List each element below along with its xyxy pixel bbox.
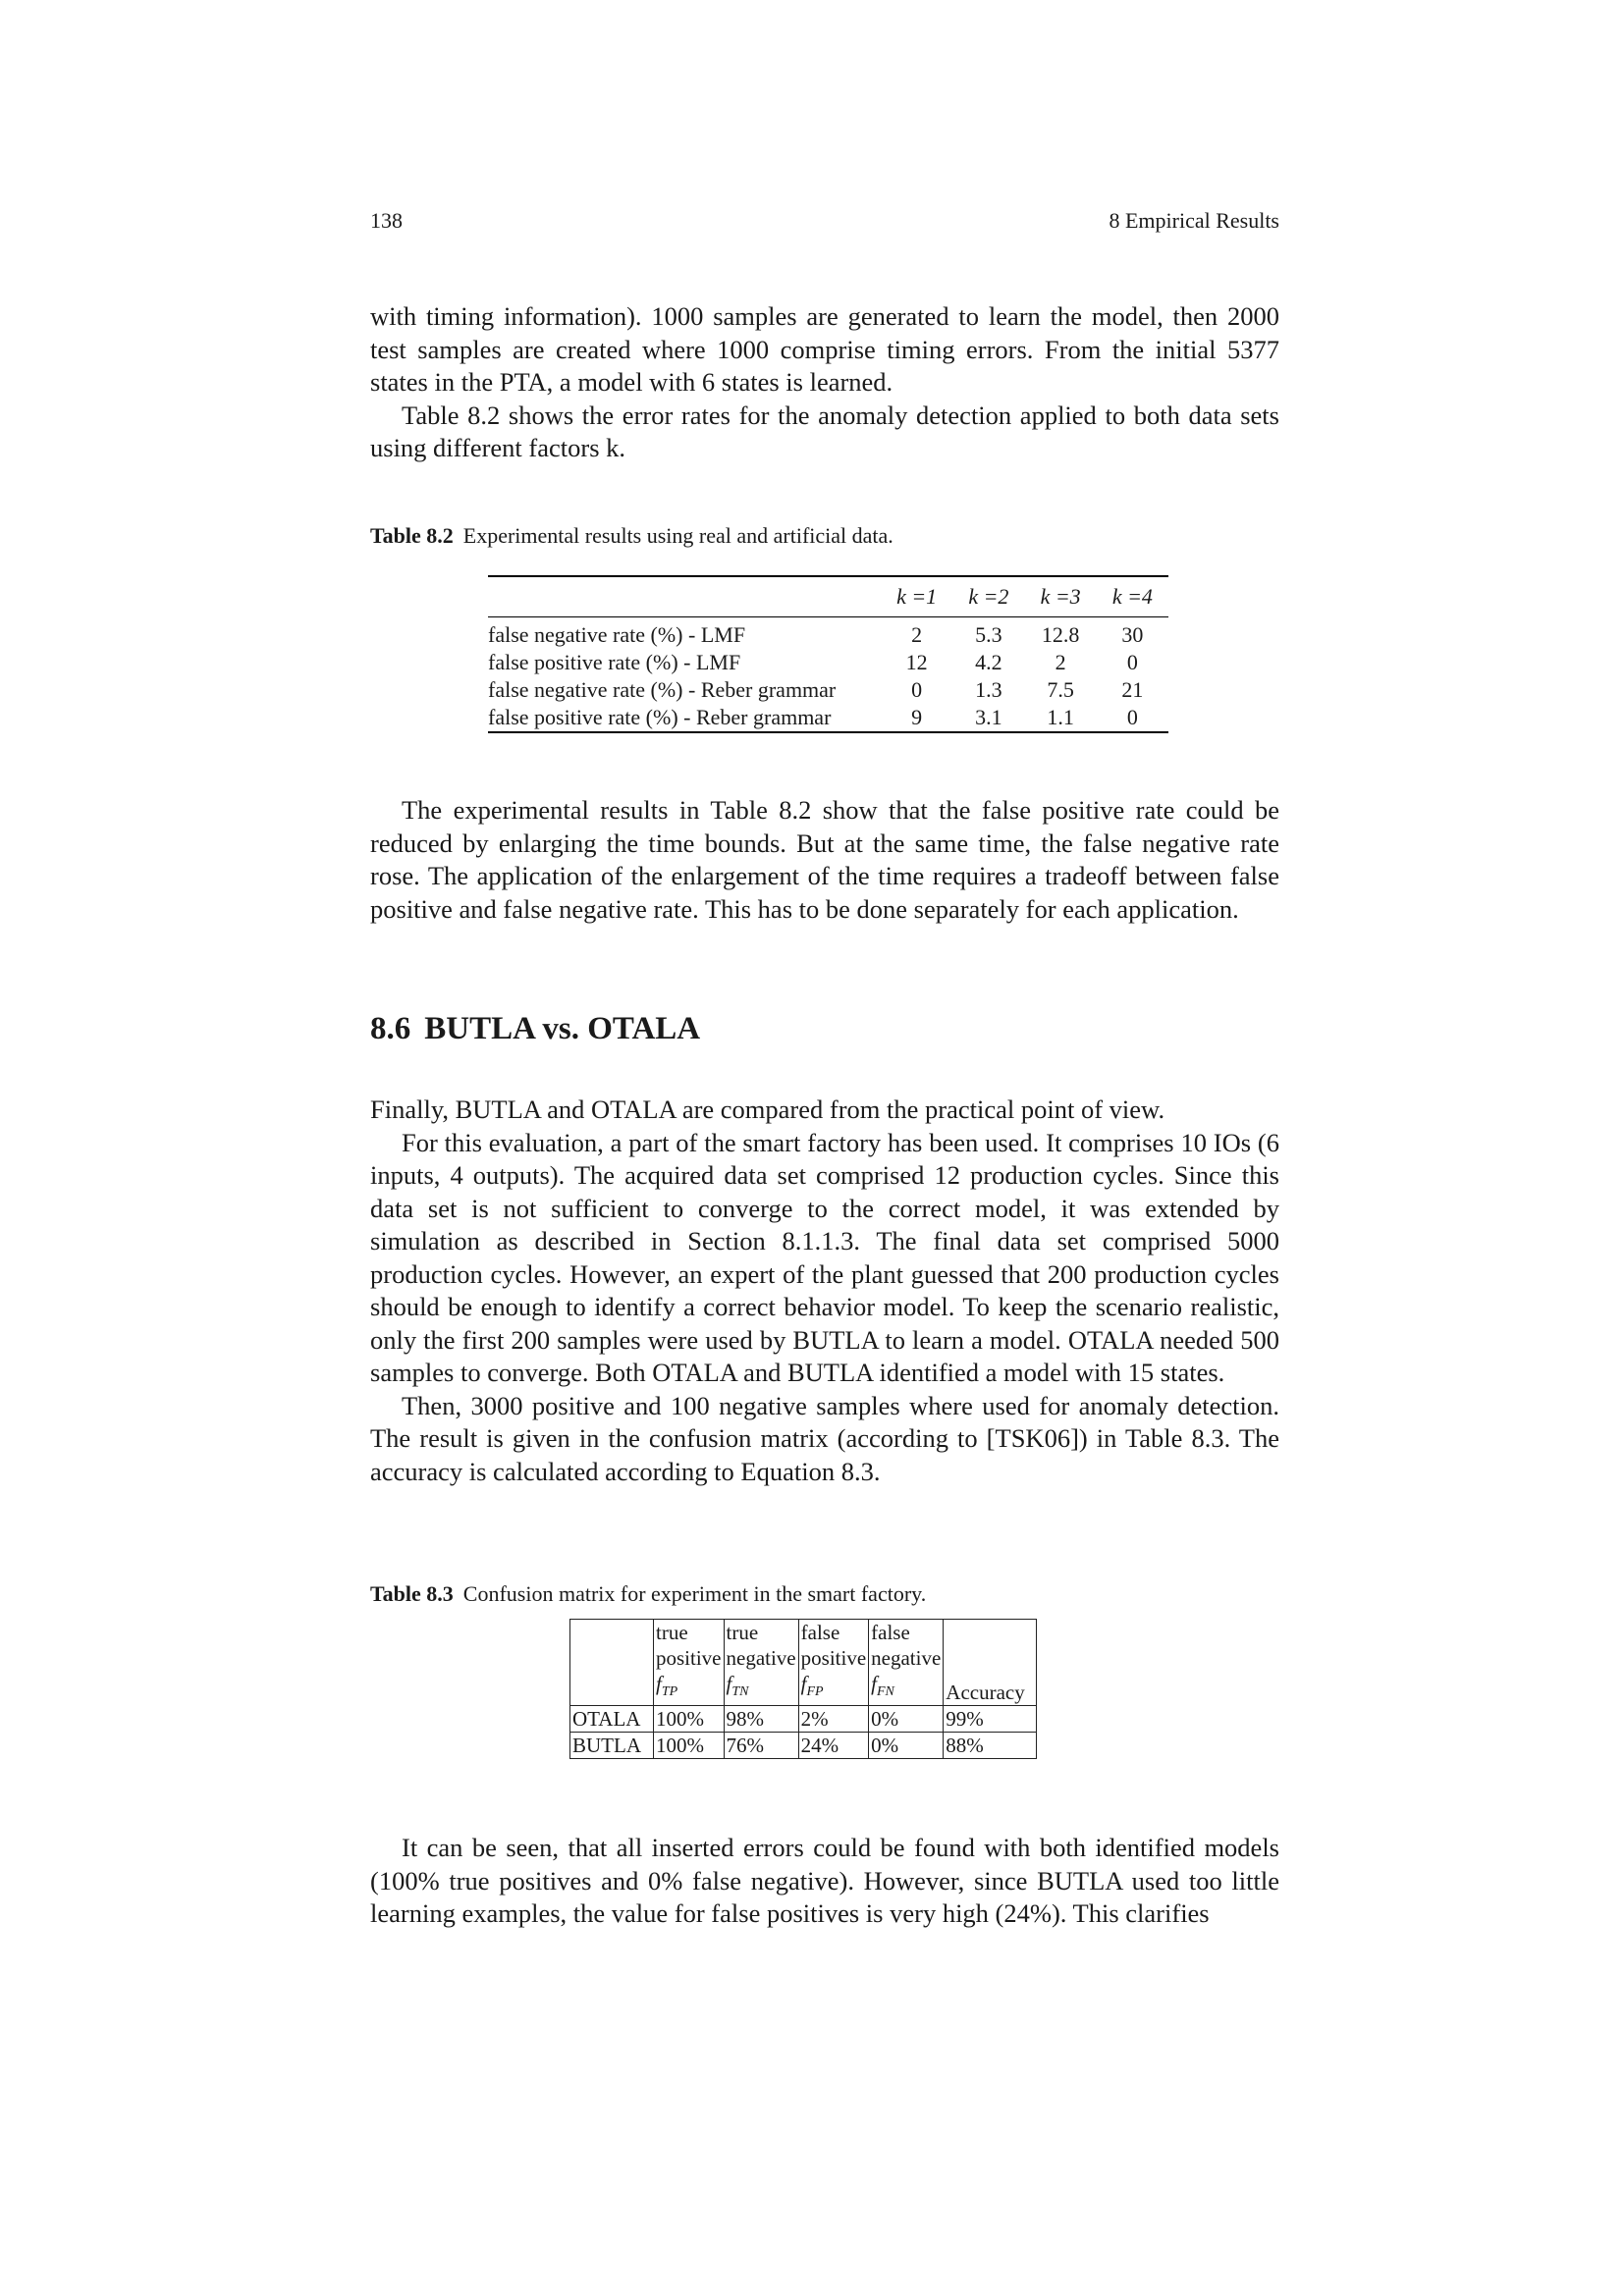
header-line: false bbox=[800, 1621, 840, 1644]
table-cell: 24% bbox=[798, 1733, 869, 1759]
results-table bbox=[488, 575, 1168, 733]
symbol: $f_{TN}$ bbox=[726, 1672, 749, 1700]
table-cell: 0 bbox=[911, 677, 923, 702]
table-cell: 0% bbox=[869, 1706, 944, 1733]
table-cell: 100% bbox=[654, 1733, 725, 1759]
paragraph-results bbox=[370, 794, 1279, 926]
table-cell: 98% bbox=[724, 1706, 798, 1733]
table-cell: 1.1 bbox=[1047, 705, 1074, 729]
table-cell: 0% bbox=[869, 1733, 944, 1759]
table-row bbox=[488, 676, 1168, 704]
table-cell: 7.5 bbox=[1047, 677, 1074, 702]
header-line: false bbox=[871, 1621, 910, 1644]
page-header bbox=[370, 208, 1279, 240]
table-row bbox=[488, 617, 1168, 650]
table-cell: 5.3 bbox=[975, 622, 1002, 647]
table-label: Table 8.2 bbox=[370, 523, 454, 548]
table-row bbox=[488, 649, 1168, 676]
table-cell: 0 bbox=[1126, 705, 1138, 729]
section-title: BUTLA vs. OTALA bbox=[424, 1011, 701, 1046]
table-row bbox=[570, 1733, 1037, 1759]
table-corner bbox=[488, 577, 881, 617]
header-line: positive bbox=[800, 1646, 867, 1670]
table-row bbox=[570, 1706, 1037, 1733]
column-header bbox=[654, 1620, 725, 1706]
running-head: 8 Empirical Results bbox=[1109, 208, 1279, 233]
table-cell: 0 bbox=[1126, 650, 1138, 674]
table-cell: 100% bbox=[654, 1706, 725, 1733]
header-line: true bbox=[656, 1621, 688, 1644]
table-header-row bbox=[570, 1620, 1037, 1706]
column-header bbox=[869, 1620, 944, 1706]
caption-text: Confusion matrix for experiment in the smart factory. bbox=[462, 1581, 927, 1606]
table-cell: 2% bbox=[798, 1706, 869, 1733]
paragraph-intro bbox=[370, 300, 1279, 465]
paragraph-text: The experimental results in Table 8.2 show that the false positive rate could be reduced by enlarging the time bounds. But at the same time, the false negative rate rose. The application of the enlargement of the time requires a tradeoff between false positive and false negative rate. This has to be done separately for each application. bbox=[370, 795, 1279, 924]
table-cell: 2 bbox=[911, 622, 923, 647]
header-line: negative bbox=[726, 1646, 796, 1670]
paragraph-conclusion bbox=[370, 1832, 1279, 1931]
header-line: positive bbox=[656, 1646, 722, 1670]
column-header: k =2 bbox=[952, 577, 1024, 617]
section-number: 8.6 bbox=[370, 1011, 411, 1046]
table-cell: 21 bbox=[1121, 677, 1144, 702]
header-line: true bbox=[726, 1621, 759, 1644]
paragraph-text: It can be seen, that all inserted errors could be found with both identified models (100% true positives and 0% false negative). However, since BUTLA used too little learning examples, the value for false positives is very high (24%). This clarifies bbox=[370, 1833, 1279, 1928]
column-header bbox=[798, 1620, 869, 1706]
row-label: false negative rate (%) - Reber grammar bbox=[488, 677, 837, 702]
table-cell: 2 bbox=[1055, 650, 1066, 674]
table-cell: 76% bbox=[724, 1733, 798, 1759]
paragraph-text: For this evaluation, a part of the smart factory has been used. It comprises 10 IOs (6 inputs, 4 outputs). The acquired data set comprised 12 production cycles. Since this data set is not sufficient to converge to the correct model, it was extended by simulation as described in Section 8.1.1.3. The final data set comprised 5000 production cycles. However, an expert of the plant guessed that 200 production cycles should be enough to identify a correct behavior model. To keep the scenario realistic, only the first 200 samples were used by BUTLA to learn a model. OTALA needed 500 samples to converge. Both OTALA and BUTLA identified a model with 15 states. bbox=[370, 1127, 1279, 1387]
table-cell: 88% bbox=[944, 1733, 1037, 1759]
column-header: k =1 bbox=[881, 577, 952, 617]
section-heading bbox=[370, 1011, 714, 1047]
table-cell: 3.1 bbox=[975, 705, 1002, 729]
table-caption bbox=[370, 1581, 926, 1607]
symbol: $f_{FP}$ bbox=[800, 1672, 824, 1700]
accuracy-header: Accuracy bbox=[944, 1620, 1037, 1706]
table-cell: 99% bbox=[944, 1706, 1037, 1733]
row-label: false positive rate (%) - LMF bbox=[488, 650, 741, 674]
column-header: k =4 bbox=[1097, 577, 1168, 617]
row-label: false positive rate (%) - Reber grammar bbox=[488, 705, 832, 729]
table-cell: 4.2 bbox=[975, 650, 1002, 674]
page-number: 138 bbox=[370, 208, 403, 233]
symbol: $f_{TP}$ bbox=[656, 1672, 678, 1700]
column-header: k =3 bbox=[1025, 577, 1097, 617]
table-corner bbox=[570, 1620, 654, 1706]
symbol: $f_{FN}$ bbox=[871, 1672, 894, 1700]
table-label: Table 8.3 bbox=[370, 1581, 454, 1606]
table-caption bbox=[370, 523, 893, 549]
table-cell: 1.3 bbox=[975, 677, 1002, 702]
row-label: false negative rate (%) - LMF bbox=[488, 622, 746, 647]
paragraph-text: Then, 3000 positive and 100 negative samples where used for anomaly detection. The result is given in the confusion matrix (according to [TSK06]) in Table 8.3. The accuracy is calculated according to Equation 8.3. bbox=[370, 1390, 1279, 1486]
confusion-matrix-table bbox=[569, 1619, 1037, 1759]
table-cell: 9 bbox=[911, 705, 923, 729]
table-cell: 30 bbox=[1121, 622, 1144, 647]
paragraph-text: Table 8.2 shows the error rates for the anomaly detection applied to both data sets using different factors k. bbox=[370, 400, 1279, 462]
header-line: negative bbox=[871, 1646, 942, 1670]
paragraph-text: with timing information). 1000 samples are generated to learn the model, then 2000 test samples are created where 1000 comprise timing errors. From the initial 5377 states in the PTA, a model with 6 states is learned. bbox=[370, 301, 1279, 397]
table-cell: 12 bbox=[905, 650, 928, 674]
paragraph-comparison bbox=[370, 1094, 1279, 1488]
table-cell: 12.8 bbox=[1041, 622, 1080, 647]
caption-text: Experimental results using real and artificial data. bbox=[462, 523, 893, 548]
table-row bbox=[488, 704, 1168, 731]
paragraph-text: Finally, BUTLA and OTALA are compared from the practical point of view. bbox=[370, 1095, 1165, 1124]
column-header bbox=[724, 1620, 798, 1706]
row-label: OTALA bbox=[570, 1706, 654, 1733]
row-label: BUTLA bbox=[570, 1733, 654, 1759]
